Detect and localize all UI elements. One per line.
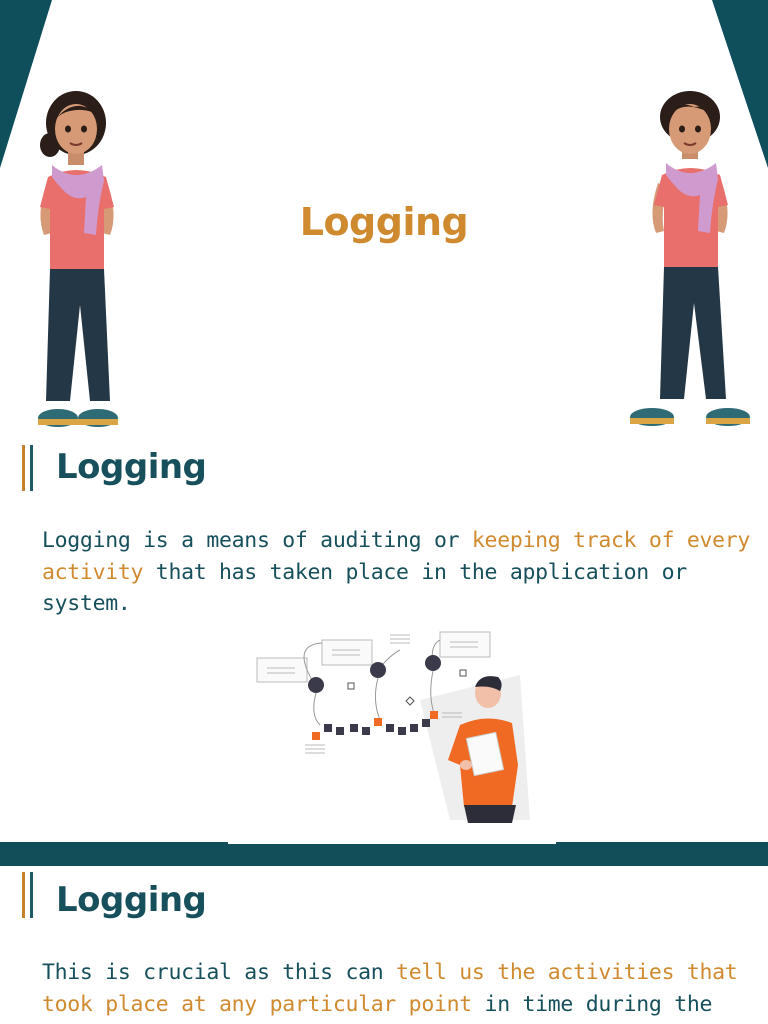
- paragraph-highlight: tell us the activities that took place at any particular point: [42, 960, 738, 1017]
- section1-heading-text: Logging: [56, 447, 207, 487]
- slide-divider: [0, 842, 768, 866]
- section1-paragraph: [42, 525, 758, 620]
- heading-accent-bar: [30, 445, 33, 491]
- heading-accent-bar: [22, 872, 25, 918]
- girl-character-icon: [18, 85, 138, 435]
- title-slide: [0, 0, 768, 437]
- slide-title: Logging: [299, 200, 469, 244]
- slide-divider-gap: [228, 842, 556, 844]
- paragraph-text: that has taken place in the application or system.: [42, 559, 687, 616]
- heading-accent-bar: [22, 445, 25, 491]
- heading-accent-bar: [30, 872, 33, 918]
- paragraph-text: in time during the: [471, 991, 713, 1017]
- logging-workflow-illustration: [250, 625, 540, 825]
- section2-heading-text: Logging: [56, 880, 207, 920]
- section2-paragraph: [42, 957, 758, 1020]
- paragraph-highlight: keeping track of every activity: [42, 528, 751, 585]
- paragraph-text: This is crucial as this can: [42, 960, 397, 985]
- boy-character-icon: [622, 85, 752, 435]
- paragraph-text: Logging is a means of auditing or: [42, 528, 472, 553]
